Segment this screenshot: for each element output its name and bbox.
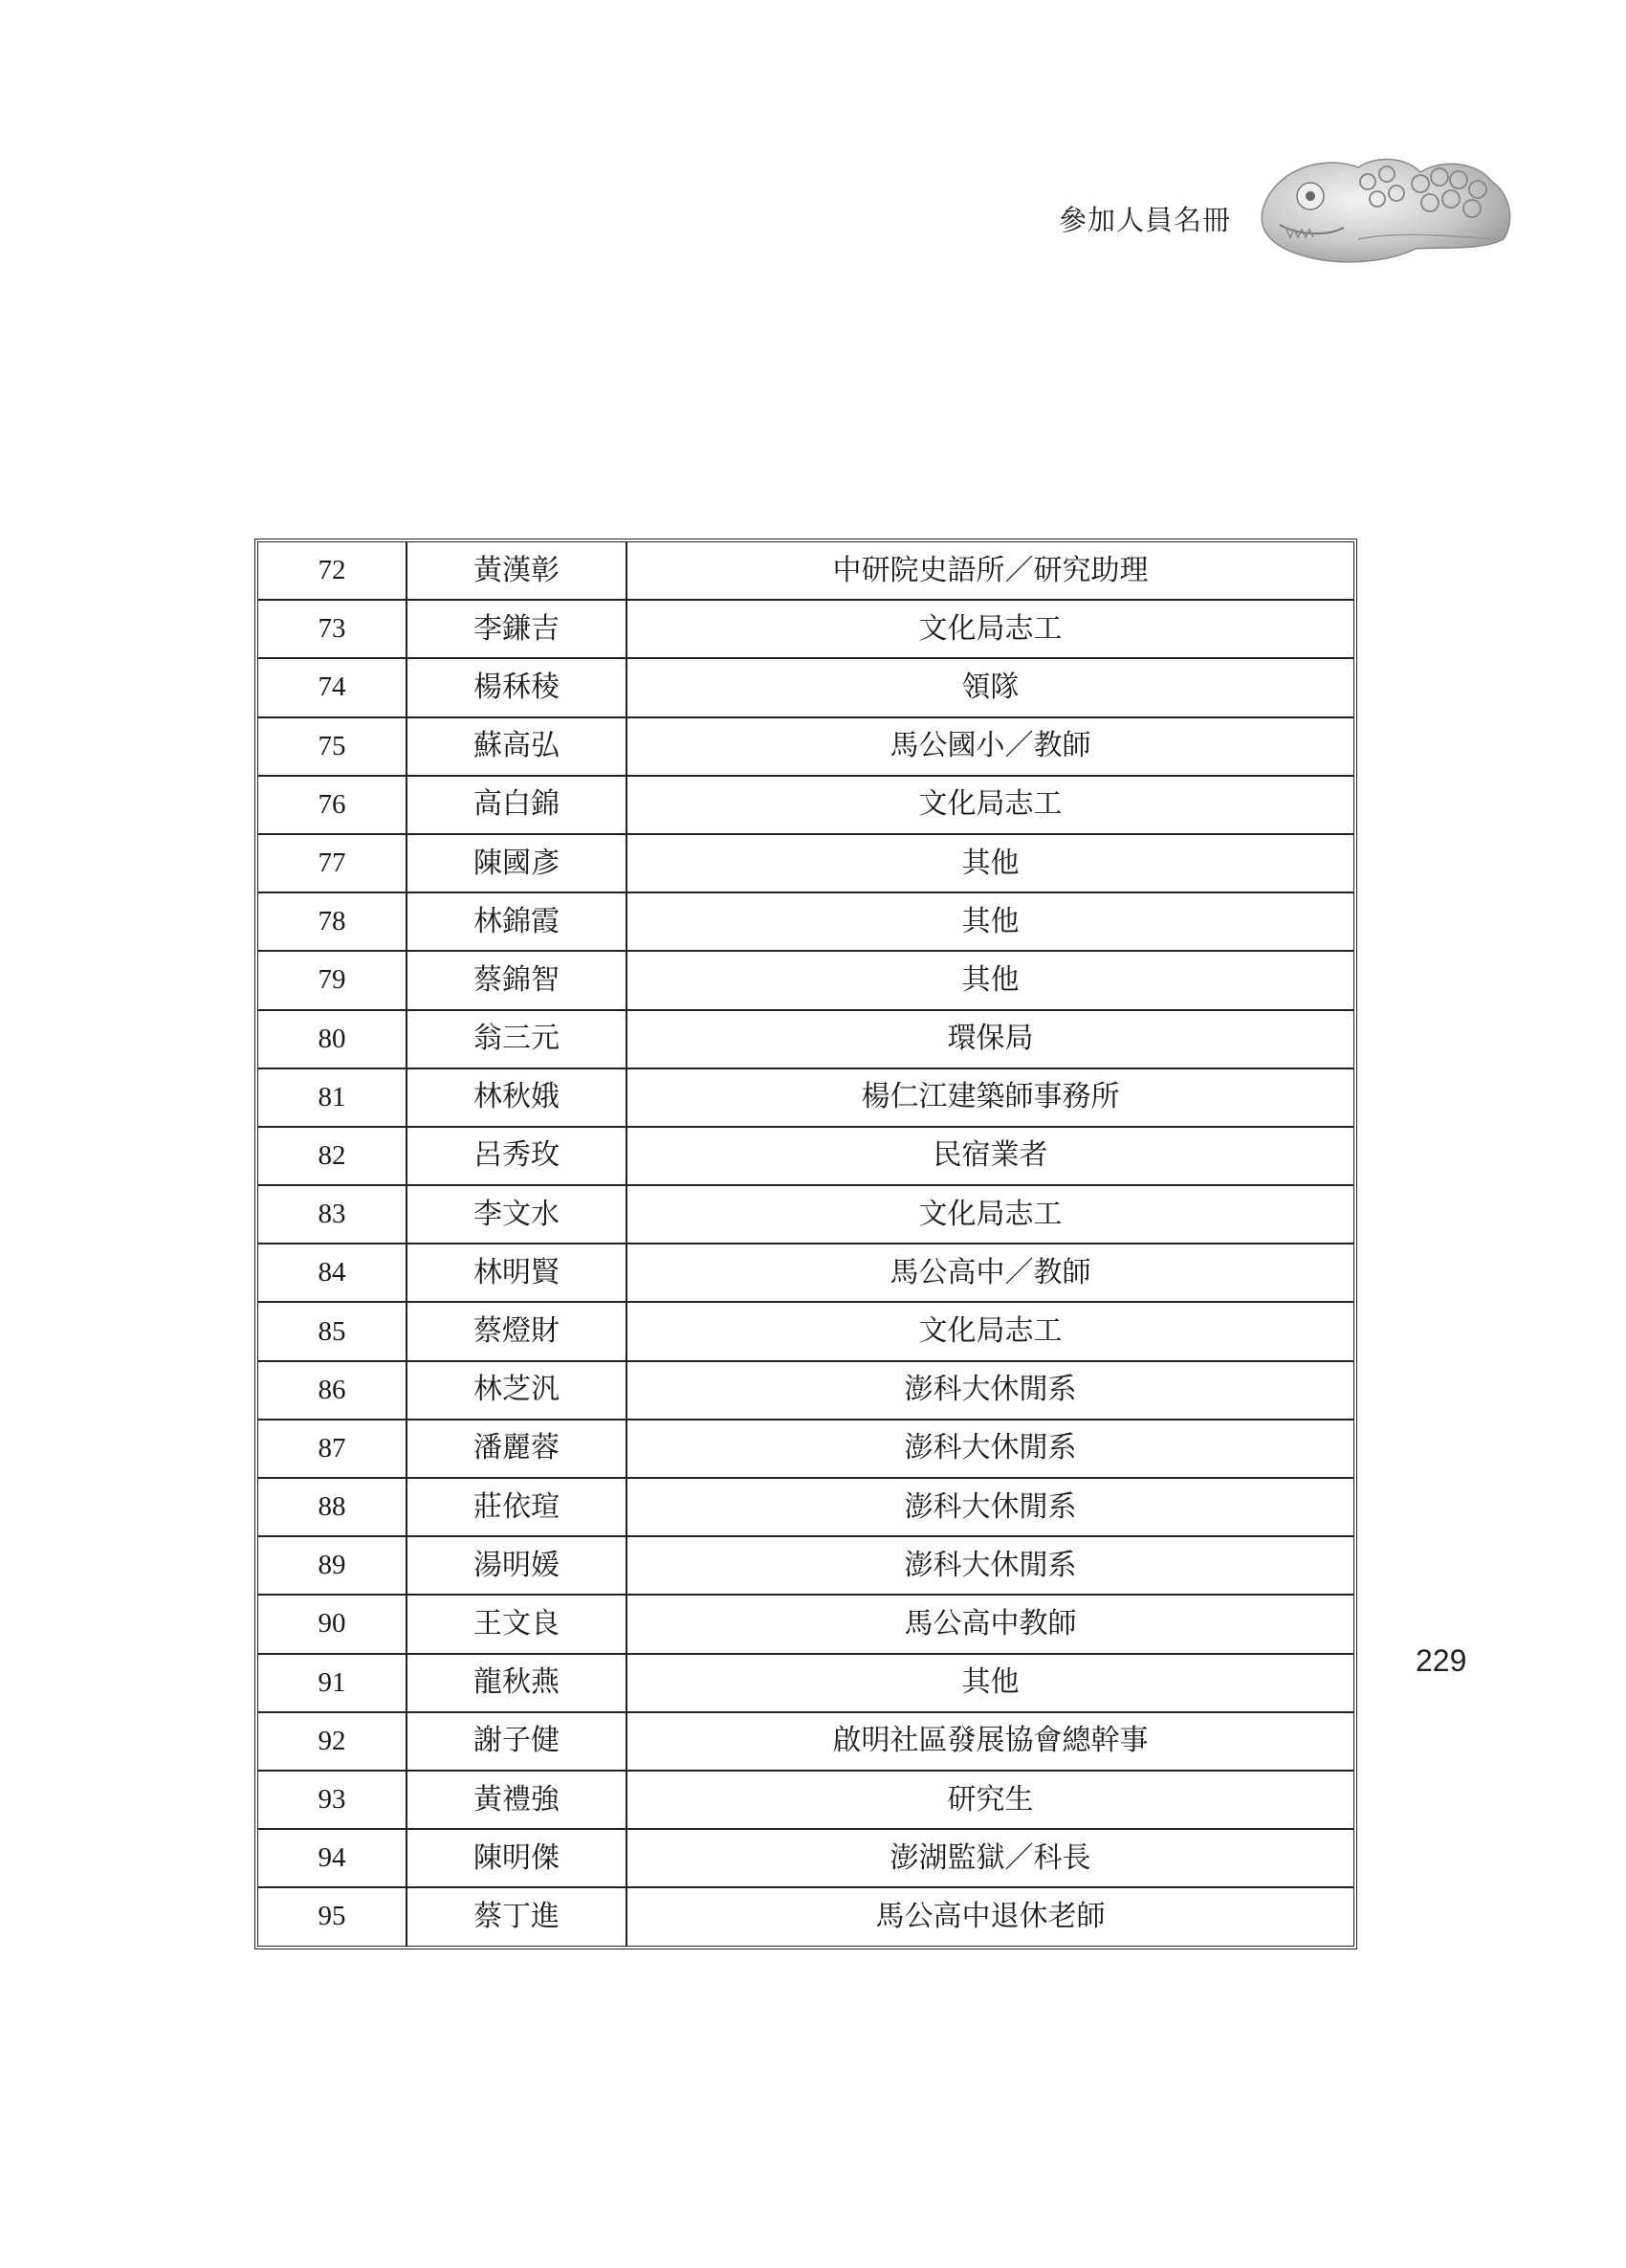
row-number-cell: 85 xyxy=(258,1302,406,1360)
table-row xyxy=(258,1595,1353,1653)
affiliation-cell: 中研院史語所／研究助理 xyxy=(626,542,1353,600)
table-row xyxy=(258,1712,1353,1771)
table-row xyxy=(258,1420,1353,1478)
table-row xyxy=(258,1185,1353,1244)
row-number-cell: 75 xyxy=(258,717,406,776)
participant-name-cell: 潘麗蓉 xyxy=(406,1420,626,1478)
table-row xyxy=(258,951,1353,1009)
row-number-cell: 80 xyxy=(258,1010,406,1068)
participant-name-cell: 翁三元 xyxy=(406,1010,626,1068)
row-number-cell: 90 xyxy=(258,1595,406,1653)
affiliation-cell: 馬公高中教師 xyxy=(626,1595,1353,1653)
table-row xyxy=(258,1244,1353,1302)
participant-name-cell: 黃漢彰 xyxy=(406,542,626,600)
affiliation-cell: 文化局志工 xyxy=(626,776,1353,834)
row-number-cell: 77 xyxy=(258,834,406,892)
affiliation-cell: 澎科大休閒系 xyxy=(626,1420,1353,1478)
table-row xyxy=(258,1536,1353,1595)
table-row xyxy=(258,1127,1353,1185)
affiliation-cell: 澎湖監獄／科長 xyxy=(626,1829,1353,1887)
row-number-cell: 87 xyxy=(258,1420,406,1478)
participant-name-cell: 湯明媛 xyxy=(406,1536,626,1595)
row-number-cell: 92 xyxy=(258,1712,406,1771)
affiliation-cell: 其他 xyxy=(626,951,1353,1009)
row-number-cell: 82 xyxy=(258,1127,406,1185)
affiliation-cell: 澎科大休閒系 xyxy=(626,1478,1353,1536)
participant-name-cell: 蔡錦智 xyxy=(406,951,626,1009)
participant-name-cell: 莊依瑄 xyxy=(406,1478,626,1536)
page-number: 229 xyxy=(1416,1643,1467,1678)
participant-name-cell: 陳國彥 xyxy=(406,834,626,892)
affiliation-cell: 文化局志工 xyxy=(626,1185,1353,1244)
table-row xyxy=(258,658,1353,716)
row-number-cell: 84 xyxy=(258,1244,406,1302)
affiliation-cell: 文化局志工 xyxy=(626,1302,1353,1360)
table-row xyxy=(258,1010,1353,1068)
affiliation-cell: 環保局 xyxy=(626,1010,1353,1068)
participant-name-cell: 林明賢 xyxy=(406,1244,626,1302)
affiliation-cell: 其他 xyxy=(626,834,1353,892)
row-number-cell: 88 xyxy=(258,1478,406,1536)
affiliation-cell: 馬公國小／教師 xyxy=(626,717,1353,776)
participant-name-cell: 蔡燈財 xyxy=(406,1302,626,1360)
affiliation-cell: 其他 xyxy=(626,1654,1353,1712)
affiliation-cell: 研究生 xyxy=(626,1771,1353,1829)
row-number-cell: 79 xyxy=(258,951,406,1009)
affiliation-cell: 領隊 xyxy=(626,658,1353,716)
row-number-cell: 94 xyxy=(258,1829,406,1887)
participant-name-cell: 陳明傑 xyxy=(406,1829,626,1887)
row-number-cell: 83 xyxy=(258,1185,406,1244)
participant-name-cell: 呂秀玫 xyxy=(406,1127,626,1185)
affiliation-cell: 民宿業者 xyxy=(626,1127,1353,1185)
participant-roster-table xyxy=(254,539,1357,1949)
table-row xyxy=(258,1887,1353,1945)
table-row xyxy=(258,1771,1353,1829)
stone-lion-illustration xyxy=(1253,143,1521,273)
participant-name-cell: 李鎌吉 xyxy=(406,600,626,658)
participant-name-cell: 林芝汎 xyxy=(406,1361,626,1420)
row-number-cell: 72 xyxy=(258,542,406,600)
table-row xyxy=(258,600,1353,658)
participant-name-cell: 高白錦 xyxy=(406,776,626,834)
table-row xyxy=(258,1302,1353,1360)
participant-name-cell: 龍秋燕 xyxy=(406,1654,626,1712)
table-row xyxy=(258,1478,1353,1536)
row-number-cell: 89 xyxy=(258,1536,406,1595)
table-row xyxy=(258,1361,1353,1420)
table-row xyxy=(258,1654,1353,1712)
participant-name-cell: 林錦霞 xyxy=(406,892,626,951)
participant-name-cell: 謝子健 xyxy=(406,1712,626,1771)
participant-name-cell: 王文良 xyxy=(406,1595,626,1653)
table-row xyxy=(258,1068,1353,1127)
participant-name-cell: 楊秝稜 xyxy=(406,658,626,716)
running-header-title: 參加人員名冊 xyxy=(1058,204,1231,236)
table-row xyxy=(258,717,1353,776)
row-number-cell: 91 xyxy=(258,1654,406,1712)
affiliation-cell: 馬公高中／教師 xyxy=(626,1244,1353,1302)
affiliation-cell: 文化局志工 xyxy=(626,600,1353,658)
row-number-cell: 74 xyxy=(258,658,406,716)
table-row xyxy=(258,776,1353,834)
row-number-cell: 86 xyxy=(258,1361,406,1420)
table-row xyxy=(258,892,1353,951)
affiliation-cell: 楊仁江建築師事務所 xyxy=(626,1068,1353,1127)
participant-name-cell: 李文水 xyxy=(406,1185,626,1244)
affiliation-cell: 澎科大休閒系 xyxy=(626,1536,1353,1595)
table-row xyxy=(258,542,1353,600)
row-number-cell: 93 xyxy=(258,1771,406,1829)
participant-name-cell: 蔡丁進 xyxy=(406,1887,626,1945)
participant-name-cell: 林秋娥 xyxy=(406,1068,626,1127)
table-row xyxy=(258,834,1353,892)
affiliation-cell: 澎科大休閒系 xyxy=(626,1361,1353,1420)
affiliation-cell: 其他 xyxy=(626,892,1353,951)
affiliation-cell: 馬公高中退休老師 xyxy=(626,1887,1353,1945)
participant-name-cell: 黃禮強 xyxy=(406,1771,626,1829)
row-number-cell: 95 xyxy=(258,1887,406,1945)
affiliation-cell: 啟明社區發展協會總幹事 xyxy=(626,1712,1353,1771)
row-number-cell: 78 xyxy=(258,892,406,951)
table-row xyxy=(258,1829,1353,1887)
row-number-cell: 73 xyxy=(258,600,406,658)
row-number-cell: 81 xyxy=(258,1068,406,1127)
participant-name-cell: 蘇高弘 xyxy=(406,717,626,776)
row-number-cell: 76 xyxy=(258,776,406,834)
